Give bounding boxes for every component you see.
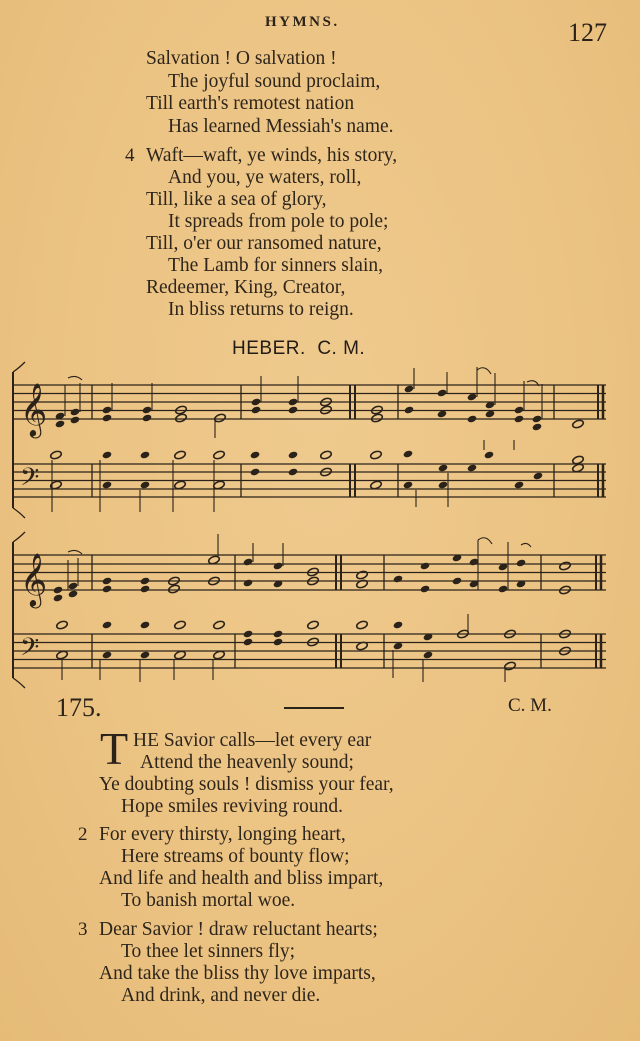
system-2 bbox=[13, 532, 606, 688]
tune-title bbox=[232, 338, 365, 360]
verse-line: Has learned Messiah's name. bbox=[168, 116, 394, 137]
music-score bbox=[0, 360, 640, 690]
treble-clef-icon: 𝄞 bbox=[20, 552, 48, 606]
verse-line: And life and health and bliss impart, bbox=[99, 868, 384, 889]
verse-line: For every thirsty, longing heart, bbox=[99, 824, 346, 845]
hymn-meter: C. M. bbox=[508, 695, 552, 716]
page-number: 127 bbox=[568, 18, 607, 47]
running-head: HYMNS. bbox=[265, 14, 340, 30]
tune-meter: C. M. bbox=[317, 338, 366, 359]
verse-line: Here streams of bounty flow; bbox=[121, 846, 350, 867]
verse-line: The Lamb for sinners slain, bbox=[168, 255, 383, 276]
verse-line: And take the bliss thy love imparts, bbox=[99, 963, 376, 984]
verse-line: And you, ye waters, roll, bbox=[168, 167, 362, 188]
noteheads-system-1 bbox=[53, 385, 544, 660]
bass-clef-icon: 𝄢 bbox=[20, 463, 40, 498]
verse-line: Hope smiles reviving round. bbox=[121, 796, 344, 817]
verse-line: To thee let sinners fly; bbox=[121, 941, 296, 962]
verse-line: Dear Savior ! draw reluctant hearts; bbox=[99, 919, 378, 940]
stanza-number: 3 bbox=[78, 919, 88, 940]
system-1 bbox=[13, 362, 606, 518]
stanza-number: 2 bbox=[78, 824, 88, 845]
verse-line: Till earth's remotest nation bbox=[146, 93, 355, 114]
verse-line: Till, like a sea of glory, bbox=[146, 189, 327, 210]
hymn-number: 175. bbox=[56, 693, 102, 722]
verse-line: And drink, and never die. bbox=[121, 985, 321, 1006]
verse-line: Ye doubting souls ! dismiss your fear, bbox=[99, 774, 394, 795]
tune-name: HEBER. bbox=[232, 338, 306, 359]
verse-line: Salvation ! O salvation ! bbox=[146, 48, 337, 69]
hymn-divider-rule bbox=[284, 707, 344, 709]
verse-line: Attend the heavenly sound; bbox=[140, 752, 354, 773]
verse-line: It spreads from pole to pole; bbox=[168, 211, 389, 232]
verse-line: Waft—waft, ye winds, his story, bbox=[146, 145, 398, 166]
verse-line: In bliss returns to reign. bbox=[168, 299, 354, 320]
drop-cap: T bbox=[100, 723, 129, 774]
verse-line: Redeemer, King, Creator, bbox=[146, 277, 346, 298]
verse-line: Till, o'er our ransomed nature, bbox=[146, 233, 382, 254]
verse-line: To banish mortal woe. bbox=[121, 890, 296, 911]
treble-clef-icon: 𝄞 bbox=[20, 382, 48, 436]
verse-line: HE Savior calls—let every ear bbox=[133, 730, 372, 751]
stanza-number: 4 bbox=[125, 145, 135, 166]
bass-clef-icon: 𝄢 bbox=[20, 633, 40, 668]
verse-line: The joyful sound proclaim, bbox=[168, 71, 381, 92]
